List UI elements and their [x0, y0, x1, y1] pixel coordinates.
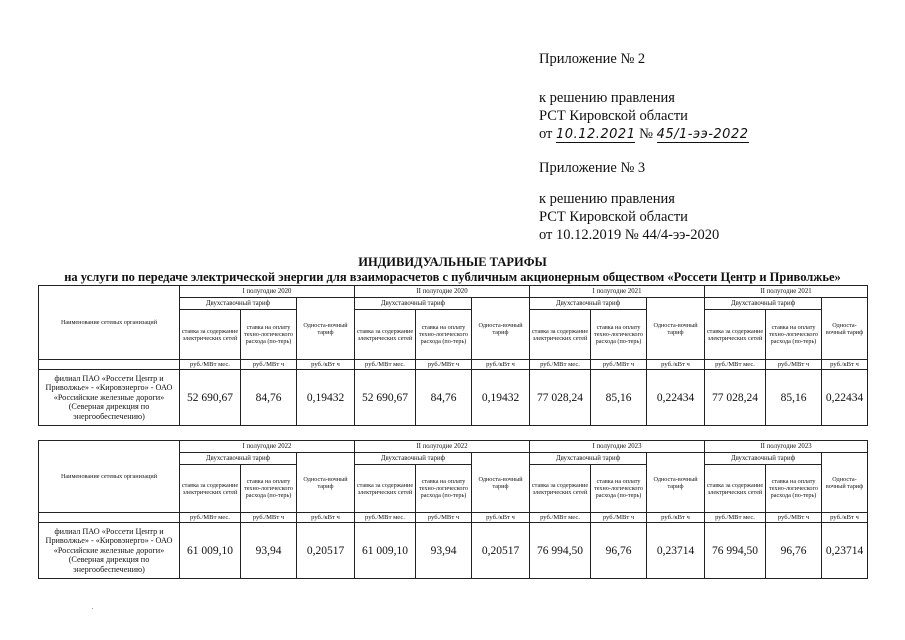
- unit-cell: руб./МВт ч: [241, 513, 297, 523]
- value-cell: 52 690,67: [355, 370, 416, 426]
- value-cell: 0,19432: [472, 370, 530, 426]
- unit-blank: [39, 360, 180, 370]
- unit-cell: руб./кВт ч: [822, 513, 868, 523]
- value-cell: 85,16: [766, 370, 822, 426]
- loss-rate-header: ставка на оплату техно-логического расхода (по-терь): [766, 465, 822, 513]
- one-part-header: Односта-вочный тариф: [297, 453, 355, 513]
- unit-cell: руб./МВт мес.: [180, 360, 241, 370]
- one-part-header: Односта-вочный тариф: [647, 298, 705, 360]
- maint-rate-header: ставка за содержание электрических сетей: [705, 465, 766, 513]
- value-cell: 77 028,24: [705, 370, 766, 426]
- appendix-current-line2: РСТ Кировской области: [539, 108, 688, 124]
- table-row: [39, 523, 868, 579]
- unit-cell: руб./МВт ч: [591, 360, 647, 370]
- value-cell: 93,94: [416, 523, 472, 579]
- period-header: I полугодие 2022: [180, 441, 355, 453]
- org-header: Наименование сетевых организаций: [39, 441, 180, 513]
- value-cell: 96,76: [591, 523, 647, 579]
- loss-rate-header: ставка на оплату техно-логического расхода (по-терь): [416, 310, 472, 360]
- value-cell: 0,19432: [297, 370, 355, 426]
- org-name: филиал ПАО «Россети Центр и Приволжье» - «Кировэнерго» - ОАО «Российские железные дороги» (Северная дирекция по энергообеспечению): [39, 523, 180, 579]
- unit-cell: руб./кВт ч: [647, 360, 705, 370]
- unit-cell: руб./МВт мес.: [180, 513, 241, 523]
- unit-cell: руб./кВт ч: [647, 513, 705, 523]
- value-cell: 52 690,67: [180, 370, 241, 426]
- unit-cell: руб./МВт мес.: [705, 360, 766, 370]
- period-header: I полугодие 2021: [530, 286, 705, 298]
- unit-cell: руб./МВт мес.: [705, 513, 766, 523]
- value-cell: 0,23714: [647, 523, 705, 579]
- appendix-original-title: Приложение № 3: [539, 160, 646, 176]
- one-part-header: Односта-вочный тариф: [647, 453, 705, 513]
- unit-cell: руб./кВт ч: [472, 360, 530, 370]
- doc-heading: ИНДИВИДУАЛЬНЫЕ ТАРИФЫ: [358, 255, 547, 269]
- value-cell: 96,76: [766, 523, 822, 579]
- appendix-original-line3: от 10.12.2019 № 44/4-ээ-2020: [539, 227, 720, 243]
- appendix-current-title: Приложение № 2: [539, 51, 646, 67]
- unit-cell: руб./МВт ч: [766, 360, 822, 370]
- period-header: II полугодие 2020: [355, 286, 530, 298]
- unit-cell: руб./МВт ч: [766, 513, 822, 523]
- value-cell: 76 994,50: [530, 523, 591, 579]
- value-cell: 76 994,50: [705, 523, 766, 579]
- value-cell: 0,22434: [647, 370, 705, 426]
- maint-rate-header: ставка за содержание электрических сетей: [530, 310, 591, 360]
- period-header: II полугодие 2023: [705, 441, 868, 453]
- from-prefix: от: [539, 126, 553, 142]
- unit-cell: руб./МВт ч: [591, 513, 647, 523]
- maint-rate-header: ставка за содержание электрических сетей: [705, 310, 766, 360]
- org-header: Наименование сетевых организаций: [39, 286, 180, 360]
- maint-rate-header: ставка за содержание электрических сетей: [180, 310, 241, 360]
- value-cell: 0,20517: [472, 523, 530, 579]
- two-part-header: Двухставочный тариф: [530, 298, 647, 310]
- handwritten-date: 10.12.2021: [556, 127, 636, 142]
- period-header: II полугодие 2022: [355, 441, 530, 453]
- loss-rate-header: ставка на оплату техно-логического расхода (по-терь): [591, 310, 647, 360]
- value-cell: 93,94: [241, 523, 297, 579]
- value-cell: 85,16: [591, 370, 647, 426]
- value-cell: 61 009,10: [355, 523, 416, 579]
- unit-cell: руб./кВт ч: [822, 360, 868, 370]
- unit-cell: руб./МВт мес.: [530, 360, 591, 370]
- two-part-header: Двухставочный тариф: [705, 298, 822, 310]
- loss-rate-header: ставка на оплату техно-логического расхода (по-терь): [241, 465, 297, 513]
- one-part-header: Односта-вочный тариф: [822, 453, 868, 513]
- value-cell: 0,22434: [822, 370, 868, 426]
- one-part-header: Односта-вочный тариф: [822, 298, 868, 360]
- unit-cell: руб./МВт ч: [416, 360, 472, 370]
- value-cell: 77 028,24: [530, 370, 591, 426]
- two-part-header: Двухставочный тариф: [180, 298, 297, 310]
- appendix-original-line2: РСТ Кировской области: [539, 209, 688, 225]
- scan-speck: [92, 608, 93, 609]
- one-part-header: Односта-вочный тариф: [297, 298, 355, 360]
- loss-rate-header: ставка на оплату техно-логического расхода (по-терь): [241, 310, 297, 360]
- unit-cell: руб./МВт ч: [241, 360, 297, 370]
- loss-rate-header: ставка на оплату техно-логического расхода (по-терь): [416, 465, 472, 513]
- period-header: I полугодие 2023: [530, 441, 705, 453]
- table-row: [39, 370, 868, 426]
- appendix-original-line1: к решению правления: [539, 191, 675, 207]
- period-header: I полугодие 2020: [180, 286, 355, 298]
- handwritten-number: 45/1-ээ-2022: [656, 127, 749, 142]
- number-prefix: №: [639, 126, 653, 142]
- maint-rate-header: ставка за содержание электрических сетей: [530, 465, 591, 513]
- maint-rate-header: ставка за содержание электрических сетей: [355, 310, 416, 360]
- unit-cell: руб./кВт ч: [297, 513, 355, 523]
- tariff-table-2020-2021: [38, 285, 868, 426]
- one-part-header: Односта-вочный тариф: [472, 298, 530, 360]
- value-cell: 84,76: [416, 370, 472, 426]
- loss-rate-header: ставка на оплату техно-логического расхода (по-терь): [591, 465, 647, 513]
- value-cell: 61 009,10: [180, 523, 241, 579]
- maint-rate-header: ставка за содержание электрических сетей: [355, 465, 416, 513]
- unit-cell: руб./МВт мес.: [530, 513, 591, 523]
- appendix-current-line1: к решению правления: [539, 90, 675, 106]
- unit-blank: [39, 513, 180, 523]
- two-part-header: Двухставочный тариф: [705, 453, 822, 465]
- unit-cell: руб./кВт ч: [297, 360, 355, 370]
- value-cell: 84,76: [241, 370, 297, 426]
- value-cell: 0,23714: [822, 523, 868, 579]
- unit-cell: руб./кВт ч: [472, 513, 530, 523]
- unit-cell: руб./МВт мес.: [355, 360, 416, 370]
- two-part-header: Двухставочный тариф: [355, 298, 472, 310]
- appendix-current-line3: [539, 125, 749, 144]
- one-part-header: Односта-вочный тариф: [472, 453, 530, 513]
- loss-rate-header: ставка на оплату техно-логического расхода (по-терь): [766, 310, 822, 360]
- period-header: II полугодие 2021: [705, 286, 868, 298]
- two-part-header: Двухставочный тариф: [530, 453, 647, 465]
- doc-subheading: на услуги по передаче электрической энергии для взаиморасчетов с публичным акционерным обществом «Россети Центр и Приволжье»: [64, 270, 841, 284]
- tariff-table-2022-2023: [38, 440, 868, 579]
- two-part-header: Двухставочный тариф: [180, 453, 297, 465]
- org-name: филиал ПАО «Россети Центр и Приволжье» - «Кировэнерго» - ОАО «Российские железные дороги» (Северная дирекция по энергообеспечению): [39, 370, 180, 426]
- value-cell: 0,20517: [297, 523, 355, 579]
- two-part-header: Двухставочный тариф: [355, 453, 472, 465]
- unit-cell: руб./МВт мес.: [355, 513, 416, 523]
- maint-rate-header: ставка за содержание электрических сетей: [180, 465, 241, 513]
- unit-cell: руб./МВт ч: [416, 513, 472, 523]
